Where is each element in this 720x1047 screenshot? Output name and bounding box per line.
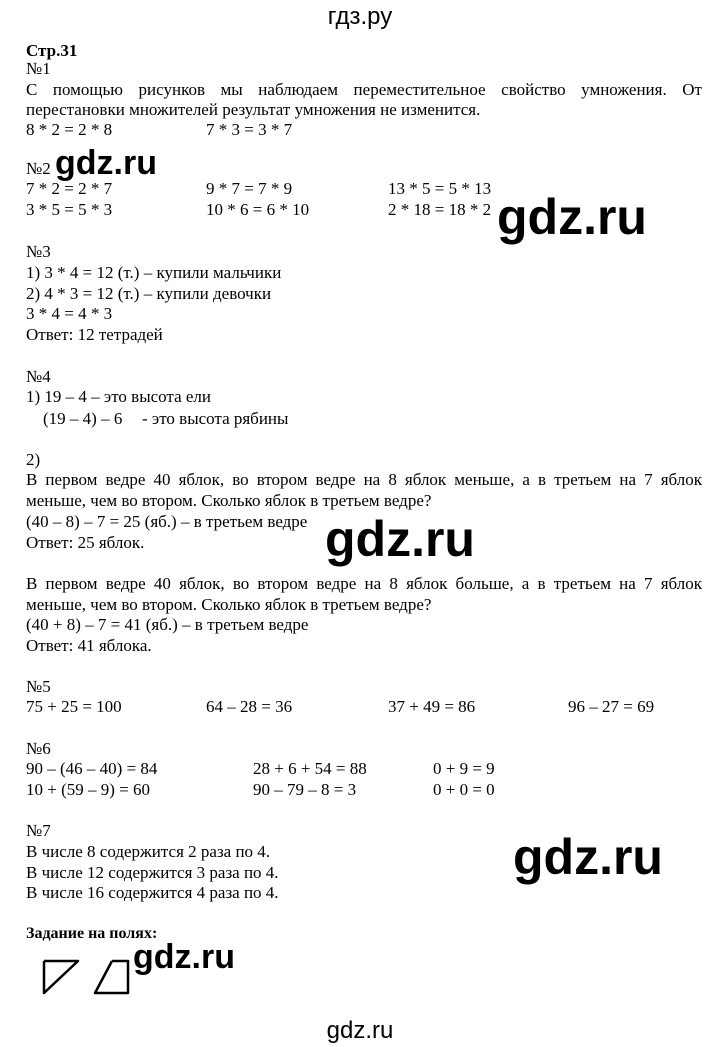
task4-problem-a-line2: меньше, чем во втором. Сколько яблок в третьем ведре? (26, 491, 432, 510)
site-title-bottom: gdz.ru (326, 1017, 394, 1044)
task4-problem-b-answer: Ответ: 41 яблока. (26, 636, 152, 655)
task4-problem-a-answer: Ответ: 25 яблок. (26, 533, 145, 552)
task2-number: №2 (26, 159, 51, 178)
task6-equation: 0 + 9 = 9 (433, 759, 495, 778)
watermark: gdz.ru (133, 938, 235, 976)
task4-problem-b-solution: (40 + 8) – 7 = 41 (яб.) – в третьем ведре (26, 615, 309, 634)
trapezoid-shape (95, 961, 128, 993)
task4-part1-expression: (19 – 4) – 6 (43, 409, 123, 428)
site-title-top: гдз.ру (327, 3, 393, 30)
task2-equation: 7 * 2 = 2 * 7 (26, 179, 113, 198)
task2-equation: 9 * 7 = 7 * 9 (206, 179, 293, 198)
task1-equation: 8 * 2 = 2 * 8 (26, 120, 113, 139)
task2-equation: 13 * 5 = 5 * 13 (388, 179, 492, 198)
task1-text-line2: перестановки множителей результат умножения не изменится. (26, 100, 481, 119)
task4-problem-b-line2: меньше, чем во втором. Сколько яблок в третьем ведре? (26, 595, 432, 614)
task2-equation: 10 * 6 = 6 * 10 (206, 200, 310, 219)
task7-line: В числе 8 содержится 2 раза по 4. (26, 842, 271, 861)
task1-text-line1: С помощью рисунков мы наблюдаем переместительное свойство умножения. От (26, 80, 702, 99)
watermark: gdz.ru (497, 189, 647, 245)
task4-part1-description: - это высота рябины (142, 409, 289, 428)
watermark: gdz.ru (513, 829, 663, 885)
task5-number: №5 (26, 677, 51, 696)
task1-equation: 7 * 3 = 3 * 7 (206, 120, 293, 139)
margin-shapes (40, 955, 140, 1000)
margin-task-label: Задание на полях: (26, 925, 158, 942)
task5-equation: 37 + 49 = 86 (388, 697, 476, 716)
task6-equation: 0 + 0 = 0 (433, 780, 495, 799)
task5-equation: 64 – 28 = 36 (206, 697, 293, 716)
task3-line: 1) 3 * 4 = 12 (т.) – купили мальчики (26, 263, 282, 282)
task3-line: 3 * 4 = 4 * 3 (26, 304, 113, 323)
task7-number: №7 (26, 821, 51, 840)
right-triangle-shape (44, 961, 78, 993)
task4-part2-label: 2) (26, 450, 41, 469)
task5-equation: 75 + 25 = 100 (26, 697, 122, 716)
task7-line: В числе 16 содержится 4 раза по 4. (26, 883, 279, 902)
task3-number: №3 (26, 242, 51, 261)
task6-number: №6 (26, 739, 51, 758)
task4-problem-b-line1: В первом ведре 40 яблок, во втором ведре на 8 яблок больше, а в третьем на 7 яблок (26, 574, 702, 593)
task3-line: 2) 4 * 3 = 12 (т.) – купили девочки (26, 284, 272, 303)
task4-problem-a-line1: В первом ведре 40 яблок, во втором ведре на 8 яблок меньше, а в третьем на 7 яблок (26, 470, 702, 489)
task6-equation: 90 – (46 – 40) = 84 (26, 759, 158, 778)
task5-equation: 96 – 27 = 69 (568, 697, 655, 716)
task2-equation: 3 * 5 = 5 * 3 (26, 200, 113, 219)
task4-part1-line: 1) 19 – 4 – это высота ели (26, 387, 211, 406)
task4-problem-a-solution: (40 – 8) – 7 = 25 (яб.) – в третьем ведре (26, 512, 308, 531)
task6-equation: 90 – 79 – 8 = 3 (253, 780, 357, 799)
task6-equation: 10 + (59 – 9) = 60 (26, 780, 150, 799)
task4-number: №4 (26, 367, 51, 386)
task2-equation: 2 * 18 = 18 * 2 (388, 200, 492, 219)
watermark: gdz.ru (55, 144, 157, 182)
watermark: gdz.ru (325, 511, 475, 567)
task3-answer: Ответ: 12 тетрадей (26, 325, 163, 344)
task1-number: №1 (26, 59, 51, 78)
task7-line: В числе 12 содержится 3 раза по 4. (26, 863, 279, 882)
page-label: Стр.31 (26, 41, 78, 60)
task6-equation: 28 + 6 + 54 = 88 (253, 759, 367, 778)
